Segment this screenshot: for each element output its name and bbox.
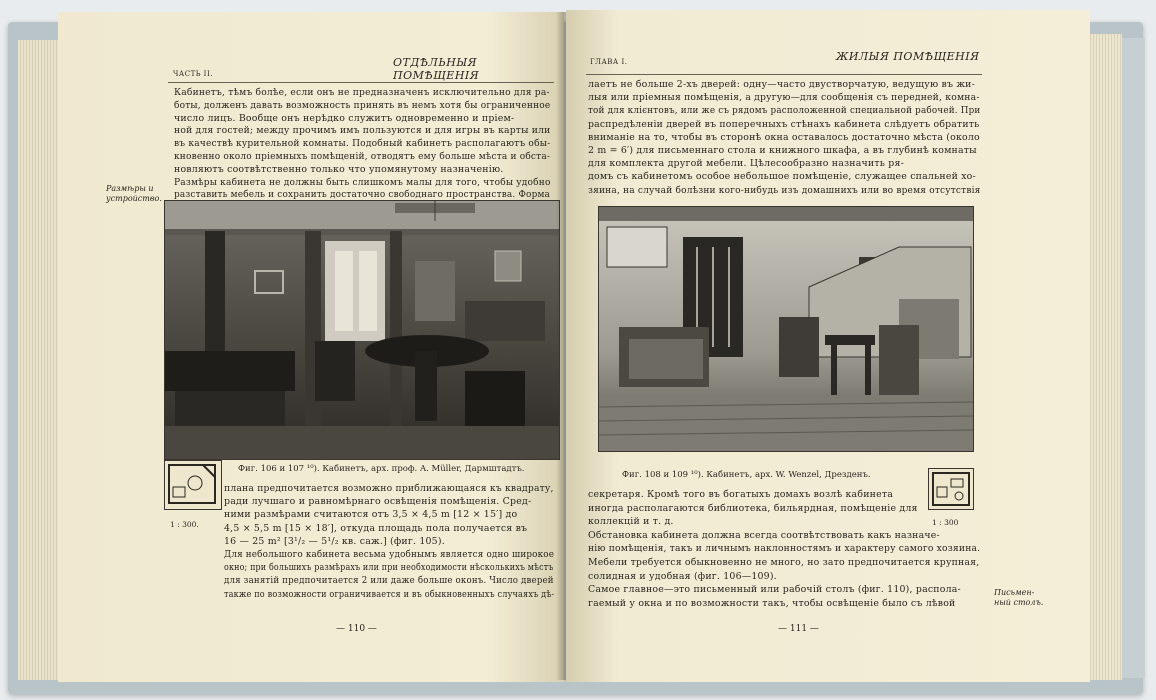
text-line: кновенно около пріемныхъ помѣщеній, отводятъ ему больше мѣста и обста-	[174, 151, 551, 162]
left-page	[58, 12, 564, 682]
right-folio: — 111 —	[778, 624, 819, 634]
text-line: Размѣры кабинета не должны быть слишкомъ малы для того, чтобы удобно	[174, 176, 551, 188]
left-chapter-mark: ЧАСТЬ II.	[173, 70, 213, 78]
page-edges-left	[18, 40, 58, 680]
photo-study-mueller-image	[165, 201, 559, 459]
left-plan-scale: 1 : 300.	[170, 520, 199, 529]
right-photo-caption: Фиг. 108 и 109 ¹⁰). Кабинетъ, арх. W. Wenzel, Дрезденъ.	[622, 470, 871, 480]
text-line: ними размѣрами считаются отъ 3,5 × 4,5 m [12 × 15′] до	[224, 509, 518, 521]
photo-study-mueller	[164, 200, 560, 460]
left-head-rule	[168, 82, 554, 83]
right-margin-note: Письмен-ный столъ.	[994, 588, 1044, 607]
left-margin-note: Размѣры и устройство.	[106, 184, 162, 203]
right-page	[566, 10, 1090, 682]
text-line: иногда располагаются библиотека, бильярдная, помѣщеніе для	[588, 502, 918, 514]
right-chapter-mark: ГЛАВА I.	[590, 58, 628, 66]
right-floor-plan	[928, 468, 974, 510]
text-line: лаетъ не больше 2-хъ дверей: одну—часто двустворчатую, ведущую въ жи-	[588, 79, 975, 90]
text-line: Обстановка кабинета должна всегда соотвѣтствовать какъ назначе-	[588, 529, 940, 541]
text-line: распредѣленіи дверей въ поперечныхъ стѣнахъ кабинета слѣдуетъ обратить	[588, 118, 980, 130]
text-line: Самое главное—это письменный или рабочій столъ (фиг. 110), распола-	[588, 584, 961, 596]
text-line: гаемый у окна и по возможности такъ, чтобы освѣщеніе было съ лѣвой	[588, 597, 956, 609]
text-line: 4,5 × 5,5 m [15 × 18′], откуда площадь пола получается въ	[224, 522, 528, 534]
text-line: въ качествѣ курительной комнаты. Подобный кабинетъ располагаютъ обы-	[174, 138, 551, 150]
text-line: 2 m = 6′) для письменнаго стола и книжного шкафа, а въ глубинѣ комнаты	[588, 145, 977, 156]
left-photo-caption: Фиг. 106 и 107 ¹⁰). Кабинетъ, арх. проф. A. Müller, Дармштадтъ.	[238, 464, 525, 474]
left-running-head: ОТДѢЛЬНЫЯ ПОМѢЩЕНІЯ	[393, 56, 480, 82]
text-line: солидная и удобная (фиг. 106—109).	[588, 570, 777, 582]
text-line: зяина, на случай болѣзни кого-нибудь изъ домашнихъ или во время отсутствія	[588, 184, 981, 196]
text-line: число лицъ. Вообще онъ нерѣдко служитъ одновременно и пріем-	[174, 112, 515, 124]
photo-study-wenzel	[598, 206, 974, 452]
right-running-head: ЖИЛЫЯ ПОМѢЩЕНІЯ	[836, 50, 980, 63]
text-line: Мебели требуется обыкновенно не много, но зато предпочитается крупная,	[588, 557, 980, 568]
text-line: боты, долженъ давать возможность принять въ немъ хотя бы ограниченное	[174, 99, 551, 111]
left-floor-plan	[164, 460, 222, 510]
text-line: лыя или пріемныя помѣщенія, а другую—для сообщенія съ передней, комна-	[588, 92, 980, 104]
text-line: Кабинетъ, тѣмъ болѣе, если онъ не предназначенъ исключительно для ра-	[174, 87, 550, 98]
page-edges-right	[1088, 34, 1122, 680]
text-line: той для клієнтовъ, или же съ рядомъ расположенной специальной рабочей. При	[588, 105, 981, 117]
text-line: 16 — 25 m² [3¹/₂ — 5¹/₂ кв. саж.] (фиг. 105).	[224, 535, 445, 547]
right-head-rule	[586, 74, 982, 75]
left-floor-plan-drawing	[165, 461, 221, 509]
text-line: плана предпочитается возможно приближающаяся къ квадрату,	[224, 483, 554, 494]
left-folio: — 110 —	[336, 624, 377, 634]
text-line: нію помѣщенія, такъ и личнымъ наклонностямъ и характеру самого хозяина.	[588, 543, 981, 555]
photo-study-wenzel-image	[599, 207, 973, 451]
text-line: секретаря. Кромѣ того въ богатыхъ домахъ возлѣ кабинета	[588, 489, 894, 500]
text-line: для комплекта другой мебели. Цѣлесообразно назначить ря-	[588, 158, 904, 170]
text-line: вниманіе на то, чтобы въ сторонѣ окна оставалось достаточно мѣста (около	[588, 131, 980, 143]
text-line: Для небольшого кабинета весьма удобнымъ является одно широкое	[224, 549, 555, 560]
text-line: новляютъ соотвѣтственно только что упомянутому назначенію.	[174, 163, 504, 175]
text-line: коллекцій и т. д.	[588, 516, 674, 528]
text-line: домъ съ кабинетомъ особое небольшое помѣщеніе, служащее спальней хо-	[588, 171, 976, 183]
text-line: для занятій предпочитается 2 или даже больше оконъ. Число дверей	[224, 575, 554, 587]
right-plan-scale: 1 : 300	[932, 518, 959, 527]
text-line: также по возможности ограничивается и въ обыкновенныхъ случаяхъ дѣ-	[224, 588, 555, 600]
text-line: разставить мебель и сохранить достаточно свободнаго пространства. Форма	[174, 189, 551, 201]
text-line: окно; при большихъ размѣрахъ или при необходимости нѣсколькихъ мѣстъ	[224, 562, 554, 574]
right-floor-plan-drawing	[929, 469, 973, 509]
text-line: ради лучшаго и равномѣрнаго освѣщенія помѣщенія. Сред-	[224, 496, 532, 508]
book-spine-edge	[1118, 38, 1145, 678]
text-line: ной для гостей; между прочимъ имъ пользуются и для игры въ карты или	[174, 125, 551, 137]
